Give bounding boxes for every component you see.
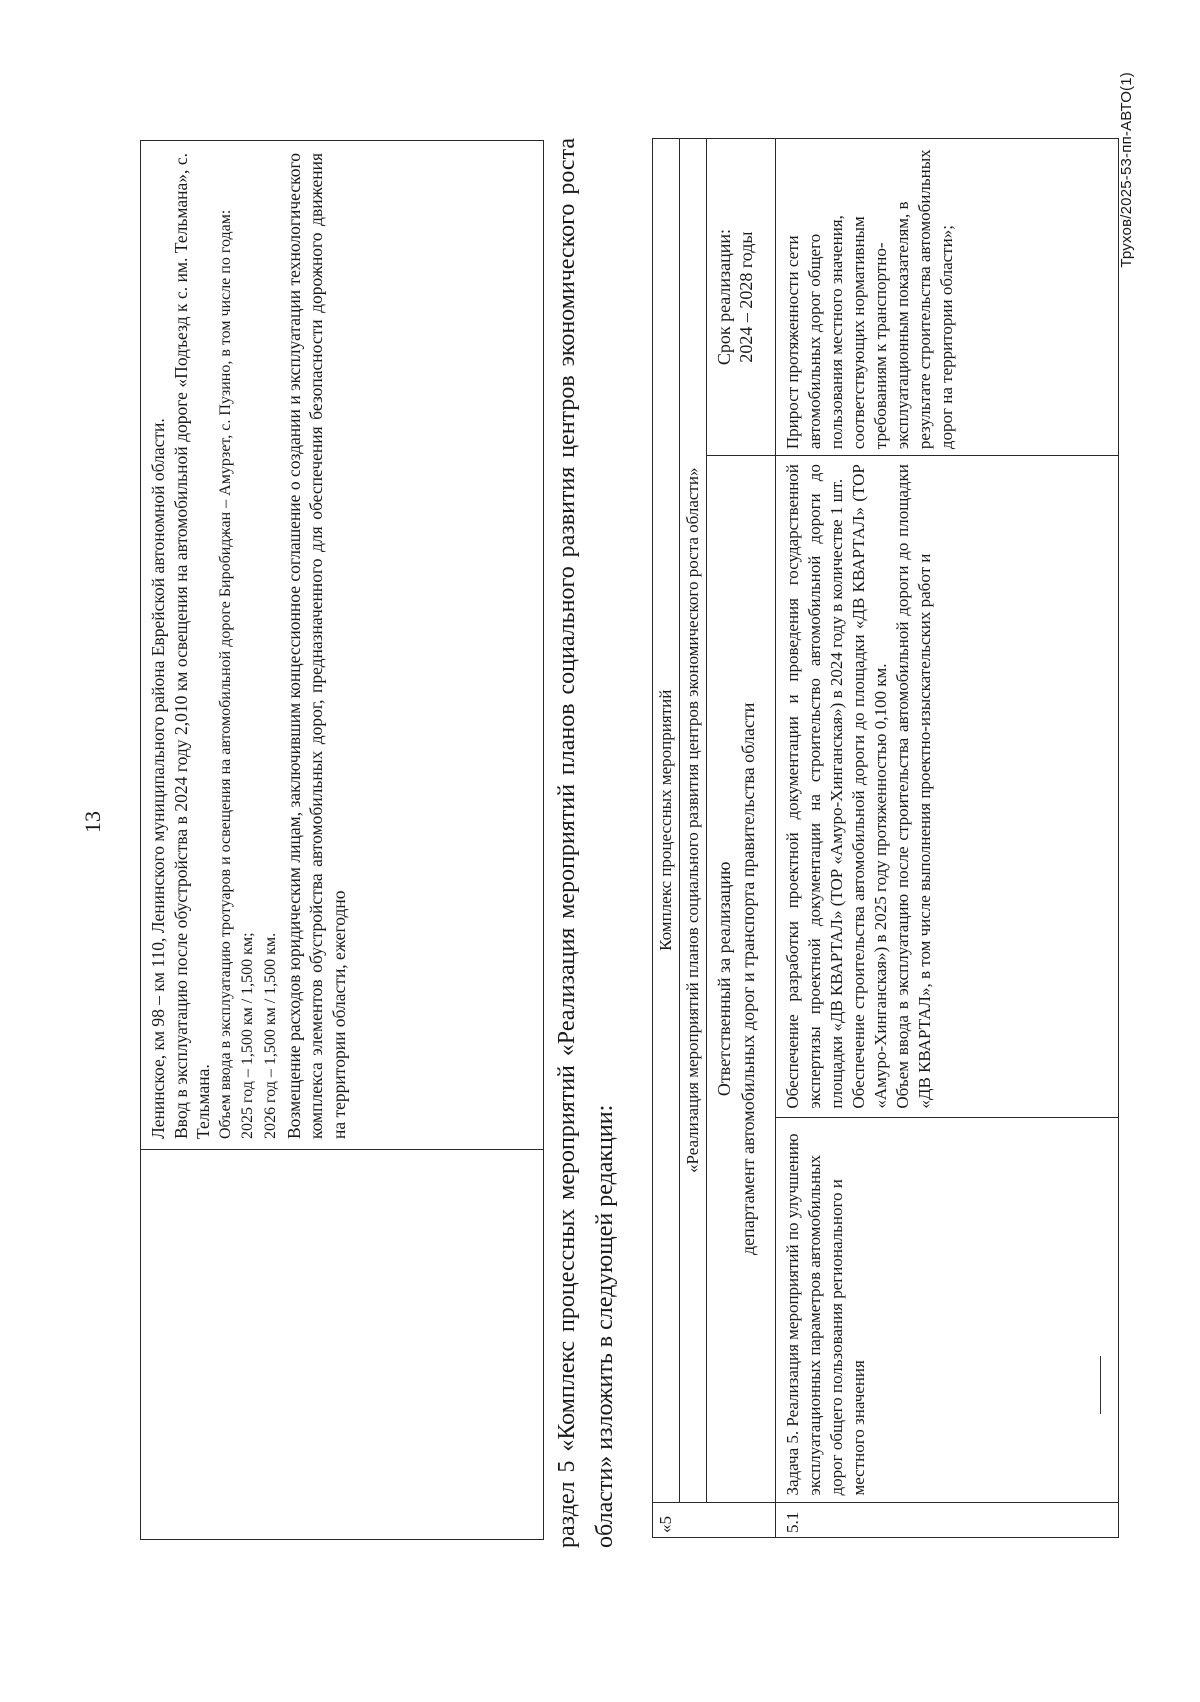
document-code: Трухов/2025-53-пп-АВТО(1) (1118, 72, 1135, 268)
result-cell: Прирост протяженности сети автомобильных дорог общего пользования местного значения, соответствующих нормативным требованиям к транспортно-эксплуатационным показателям, в результате строительства автомобильных дорог на территории области»; (776, 139, 1119, 456)
description-cell (776, 456, 1119, 1118)
text-line: Возмещение расходов юридическим лицам, заключившим концессионное соглашение о создании и эксплуатации технологического комплекса элементов обустройства автомобильных дорог, предназначенного для обеспечения безопасности дорожного движения на территории области, ежегодно (283, 153, 349, 1139)
term-label: Срок реализации: (714, 228, 734, 366)
table-row (776, 139, 1119, 1538)
responsible-label: Ответственный за реализацию (714, 861, 734, 1097)
continuation-row (141, 141, 544, 1540)
text-line: 2025 год – 1,500 км / 1,500 км; (239, 932, 257, 1139)
complex-label: Комплекс процессных мероприятий (653, 139, 680, 1503)
measures-table (652, 138, 1119, 1538)
text-line: Ввод в эксплуатацию после обустройства в 2024 году 2,010 км освещения на автомобильной дороге «Подъезд к с. им. Тельмана», с. Тельмана. (170, 153, 214, 1139)
term-cell (707, 139, 776, 456)
header-row-title (653, 139, 680, 1538)
continuation-table (140, 140, 544, 1540)
description-line: Обеспечение разработки проектной документации и проведения государственной экспертизы проектной документации на строительство автомобильной дороги до площадки «ДВ КВАРТАЛ» (ТОР «Амуро-Хинганская») в 2024 году в количестве 1 шт. (783, 464, 846, 1109)
empty-cell (141, 1150, 544, 1540)
continuation-text-cell (141, 141, 544, 1150)
description-line: Обеспечение строительства автомобильной дороги до площадки «ДВ КВАРТАЛ» (ТОР «Амуро-Хинганская») в 2025 году протяженностью 0,100 км. (849, 464, 890, 1109)
complex-name: «Реализация мероприятий планов социального развития центров экономического роста области» (680, 139, 707, 1503)
opening-quote-cell: «5 (653, 1502, 776, 1537)
text-line: Ленинское, км 98 – км 110, Ленинского муниципального района Еврейской автономной области. (148, 418, 168, 1139)
text-line: Объем ввода в эксплуатацию тротуаров и освещения на автомобильной дороге Биробиджан – Амурзет, с. Пузино, в том числе по годам: (216, 209, 234, 1139)
description-line: Объем ввода в эксплуатацию после строительства автомобильной дороги до площадки «ДВ КВАРТАЛ», в том числе выполнения проектно-изыскательских работ и (893, 464, 934, 1109)
text-line: 2026 год – 1,500 км / 1,500 км. (261, 932, 279, 1139)
row-number: 5.1 (776, 1502, 1119, 1537)
responsible-value: департамент автомобильных дорог и транспорта правительства области (738, 702, 758, 1255)
separator-dash (1100, 1356, 1101, 1414)
page-number: 13 (80, 811, 105, 833)
task-cell: Задача 5. Реализация мероприятий по улучшению эксплуатационных параметров автомобильных дорог общего пользования регионального и местного значения (776, 1117, 1119, 1502)
responsible-cell (707, 456, 776, 1502)
header-row-name (680, 139, 707, 1538)
header-row-responsible (707, 139, 776, 1538)
section-heading: раздел 5 «Комплекс процессных мероприятий «Реализация мероприятий планов социального развития центров экономического роста области» изложить в следующей редакции: (554, 138, 618, 1548)
term-value: 2024 – 2028 годы (736, 231, 756, 363)
